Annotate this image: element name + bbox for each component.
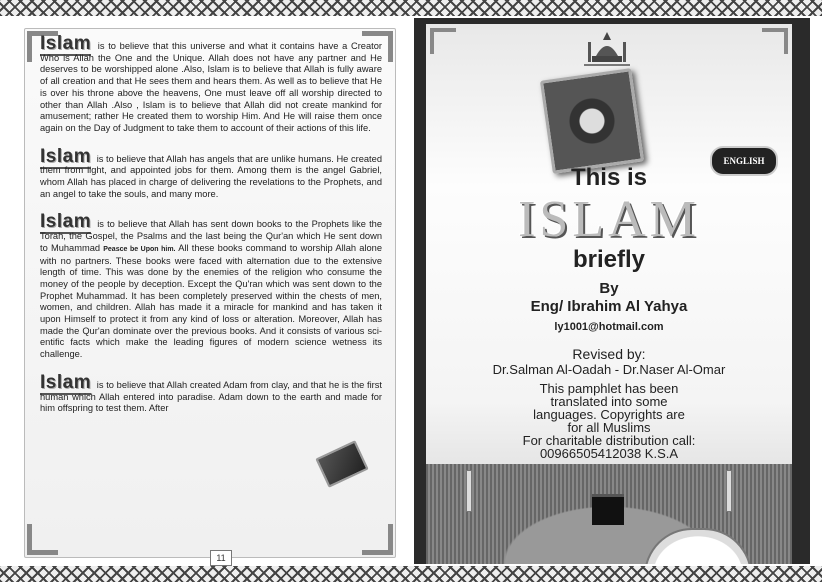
minaret — [466, 470, 472, 512]
notice-line: For charitable distribution call: — [522, 433, 696, 448]
pbuh-note: Peasce be Upon him. — [103, 245, 176, 253]
paragraph-body: is to believe that Allah has angels that are unlike humans. He created them from light, and appointed jobs for them. Among them is the angel Gabriel, whom Allah has placed in charge of delivering the revelations to the Prophets, and an angel to take the souls, and many more. — [40, 153, 382, 199]
kaaba — [592, 494, 624, 525]
left-page — [12, 18, 408, 564]
cover-corner-top-right — [762, 28, 788, 54]
notice-line: 00966505412038 K.S.A — [539, 446, 679, 461]
kaaba-photo — [426, 464, 792, 564]
cover-email: ly1001@hotmail.com — [554, 321, 664, 333]
frame-corner-bottom-left — [27, 524, 58, 555]
cover-title-line1: This is — [570, 164, 648, 191]
cover-author: Eng/ Ibrahim Al Yahya — [530, 298, 688, 315]
language-badge: ENGLISH — [710, 146, 778, 176]
cover-corner-top-left — [430, 28, 456, 54]
paragraph-lead-word: Islam — [40, 211, 92, 233]
paragraph-lead-word: Islam — [40, 33, 92, 54]
cover-by: By — [599, 280, 619, 297]
paragraph-books — [40, 211, 382, 360]
paragraph-lead-word: Islam — [40, 145, 92, 167]
left-page-text — [40, 33, 382, 429]
notice-line: This pamphlet has been — [539, 381, 679, 396]
paragraph-angels — [40, 145, 382, 201]
bottom-ornament-band — [0, 566, 822, 582]
paragraph-creator — [40, 33, 382, 135]
paragraph-body: is to believe that this universe and what it contains have a Creator Who is Allah the One and the Unique. Allah does not have any partner and He deserves to be worshipped alone .Also, Islam is to believe that Allah is fully aware of all creation and that He sees them and hears them. As well as to believe that He is over his throne above the heavens, One must leave off all worship directed to other than Allah .Also , Islam is to believe that Allah did not create mankind for amusement; rather He created them to worship Him. And He will raise them once again on the Day of Judgment to take them to account of their actions of this life. — [40, 41, 382, 133]
quran-book-icon — [540, 68, 644, 174]
notice-line: for all Muslims — [567, 420, 651, 435]
paragraph-adam — [40, 371, 382, 415]
cover-notice — [426, 382, 792, 460]
mosque-logo-icon — [578, 30, 636, 68]
cover-page — [414, 18, 810, 564]
dome — [644, 528, 752, 564]
page-number: 11 — [210, 550, 232, 566]
cover-revised-label: Revised by: — [572, 346, 646, 362]
paragraph-body: is to believe that Allah has sent down books to the Prophets like the Torah, the Gospel, the Psalms and the last being the Qur'an which He sent down to Muhammad — [40, 219, 382, 253]
frame-corner-bottom-right — [362, 524, 393, 555]
top-ornament-band — [0, 0, 822, 16]
cover-panel — [426, 24, 792, 564]
cover-title-main: ISLAM — [518, 191, 700, 248]
notice-line: translated into some — [550, 394, 668, 409]
paragraph-body-continued: All these books command to worship Allah alone with no partners. These books were faced with alternation due to the extensive length of time. This was done by the enemies of the religion who consume the money of the people by deception. Except the Qu'ran which was sent down to the Prophet Muhammad. It has been completely preserved within the chests of men, women, and children. Allah has made it a miracle for mankind and has taken it upon Himself to protect it from any kind of loss or alteration. Moreover, Allah has made the Qur'an dominate over the previous books. And it consists of various sci-entific facts which make the leading figures of modern science wetness its challenge. — [40, 242, 382, 360]
paragraph-lead-word: Islam — [40, 371, 92, 393]
paragraph-body: is to believe that Allah created Adam from clay, and that he is the first human which Allah entered into paradise. Adam down to the earth and made for him offspring to test them. After — [40, 379, 382, 414]
cover-title-line3: briefly — [572, 246, 646, 273]
cover-reviewers: Dr.Salman Al-Oadah - Dr.Naser Al-Omar — [492, 362, 726, 377]
minaret — [726, 470, 732, 512]
notice-line: languages. Copyrights are — [533, 407, 685, 422]
